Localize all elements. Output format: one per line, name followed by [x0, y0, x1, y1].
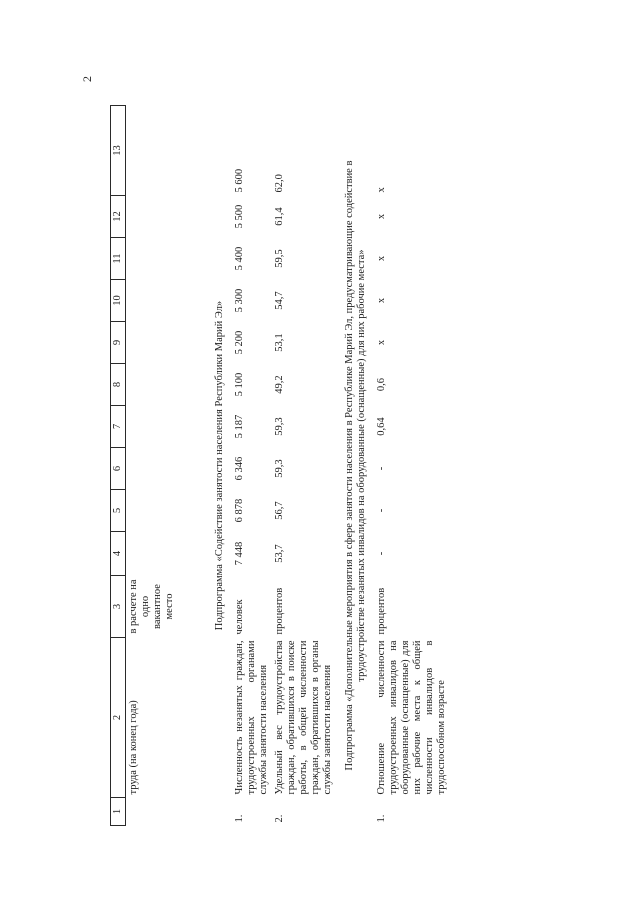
value-cell: 59,5: [273, 249, 285, 268]
column-number: 4: [111, 532, 126, 576]
table-row: [232, 106, 272, 826]
column-number: 10: [111, 280, 126, 322]
value-cell: -: [375, 508, 387, 513]
column-number: 2: [111, 638, 126, 798]
column-number: 7: [111, 406, 126, 448]
page-number: 2: [80, 76, 94, 82]
table-row: [272, 106, 336, 826]
value-cell: 53,1: [273, 333, 285, 352]
value-cell: 5 200: [233, 330, 245, 355]
value-cell: 5 500: [233, 204, 245, 229]
value-cell: 5 300: [233, 288, 245, 313]
value-cell: 59,3: [273, 417, 285, 436]
indicators-table: [110, 105, 450, 826]
indicator-name: труда (на конец года): [128, 700, 139, 795]
value-cell: 54,7: [273, 291, 285, 310]
indicator-name: Удельный вес трудоустройства граждан, обратившихся в поиске работы, в общей численности граждан, обратившихся в органы службы занятости населения: [273, 640, 333, 795]
value-cell: 6 878: [233, 498, 245, 523]
column-number: 1: [111, 798, 126, 826]
value-cell: 0,64: [375, 417, 387, 436]
value-cell: x: [375, 187, 387, 193]
value-cell: 53,7: [273, 544, 285, 563]
column-number: 11: [111, 238, 126, 280]
value-cell: 62,0: [273, 174, 285, 193]
column-number: 3: [111, 576, 126, 638]
row-number: 1.: [233, 814, 245, 823]
section-title-row: [206, 106, 232, 826]
section-title: Подпрограмма «Содействие занятости населения Республики Марий Эл»: [213, 300, 225, 631]
unit-cell: человек: [233, 599, 245, 635]
row-number: 2.: [273, 814, 285, 823]
value-cell: 56,7: [273, 501, 285, 520]
value-cell: x: [375, 339, 387, 346]
value-cell: 49,2: [273, 375, 285, 394]
column-number-row: [111, 106, 126, 826]
indicator-name: Численность незанятых граждан, трудоустроенных органами службы занятости населения: [233, 640, 269, 795]
value-cell: 5 600: [233, 168, 245, 193]
value-cell: 5 400: [233, 246, 245, 271]
column-number: 9: [111, 322, 126, 364]
value-cell: 59,3: [273, 459, 285, 478]
unit-cell: процентов: [375, 587, 387, 635]
value-cell: 5 100: [233, 372, 245, 397]
section-title-row: [336, 106, 374, 826]
row-number: 1.: [375, 814, 387, 823]
value-cell: 5 187: [233, 414, 245, 439]
value-cell: 6 346: [233, 456, 245, 481]
column-number: 8: [111, 364, 126, 406]
column-number: 6: [111, 448, 126, 490]
value-cell: x: [375, 213, 387, 220]
unit-cell: в расчете на одно вакантное место: [128, 579, 175, 634]
column-number: 13: [111, 106, 126, 196]
value-cell: 61,4: [273, 207, 285, 226]
value-cell: x: [375, 255, 387, 262]
value-cell: 0,6: [375, 377, 387, 392]
rotated-table-page: [110, 106, 585, 826]
table-row: [374, 106, 450, 826]
unit-cell: процентов: [273, 587, 285, 635]
indicator-name: Отношение численности трудоустроенных инвалидов на оборудованные (оснащенные) для них рабочие места к общей численности инвалидов в трудоспособном возрасте: [375, 640, 447, 795]
section-title: Подпрограмма «Дополнительные мероприятия в сфере занятости населения в Республике Марий Эл, предусматривающие содействие в трудоустройстве незанятых инвалидов на оборудованные (оснащенные) для них рабочие места»: [343, 160, 367, 771]
column-number: 12: [111, 196, 126, 238]
value-cell: -: [375, 551, 387, 556]
value-cell: 7 448: [233, 541, 245, 566]
value-cell: x: [375, 297, 387, 304]
value-cell: -: [375, 466, 387, 471]
column-number: 5: [111, 490, 126, 532]
table-row-continued: [126, 106, 206, 826]
